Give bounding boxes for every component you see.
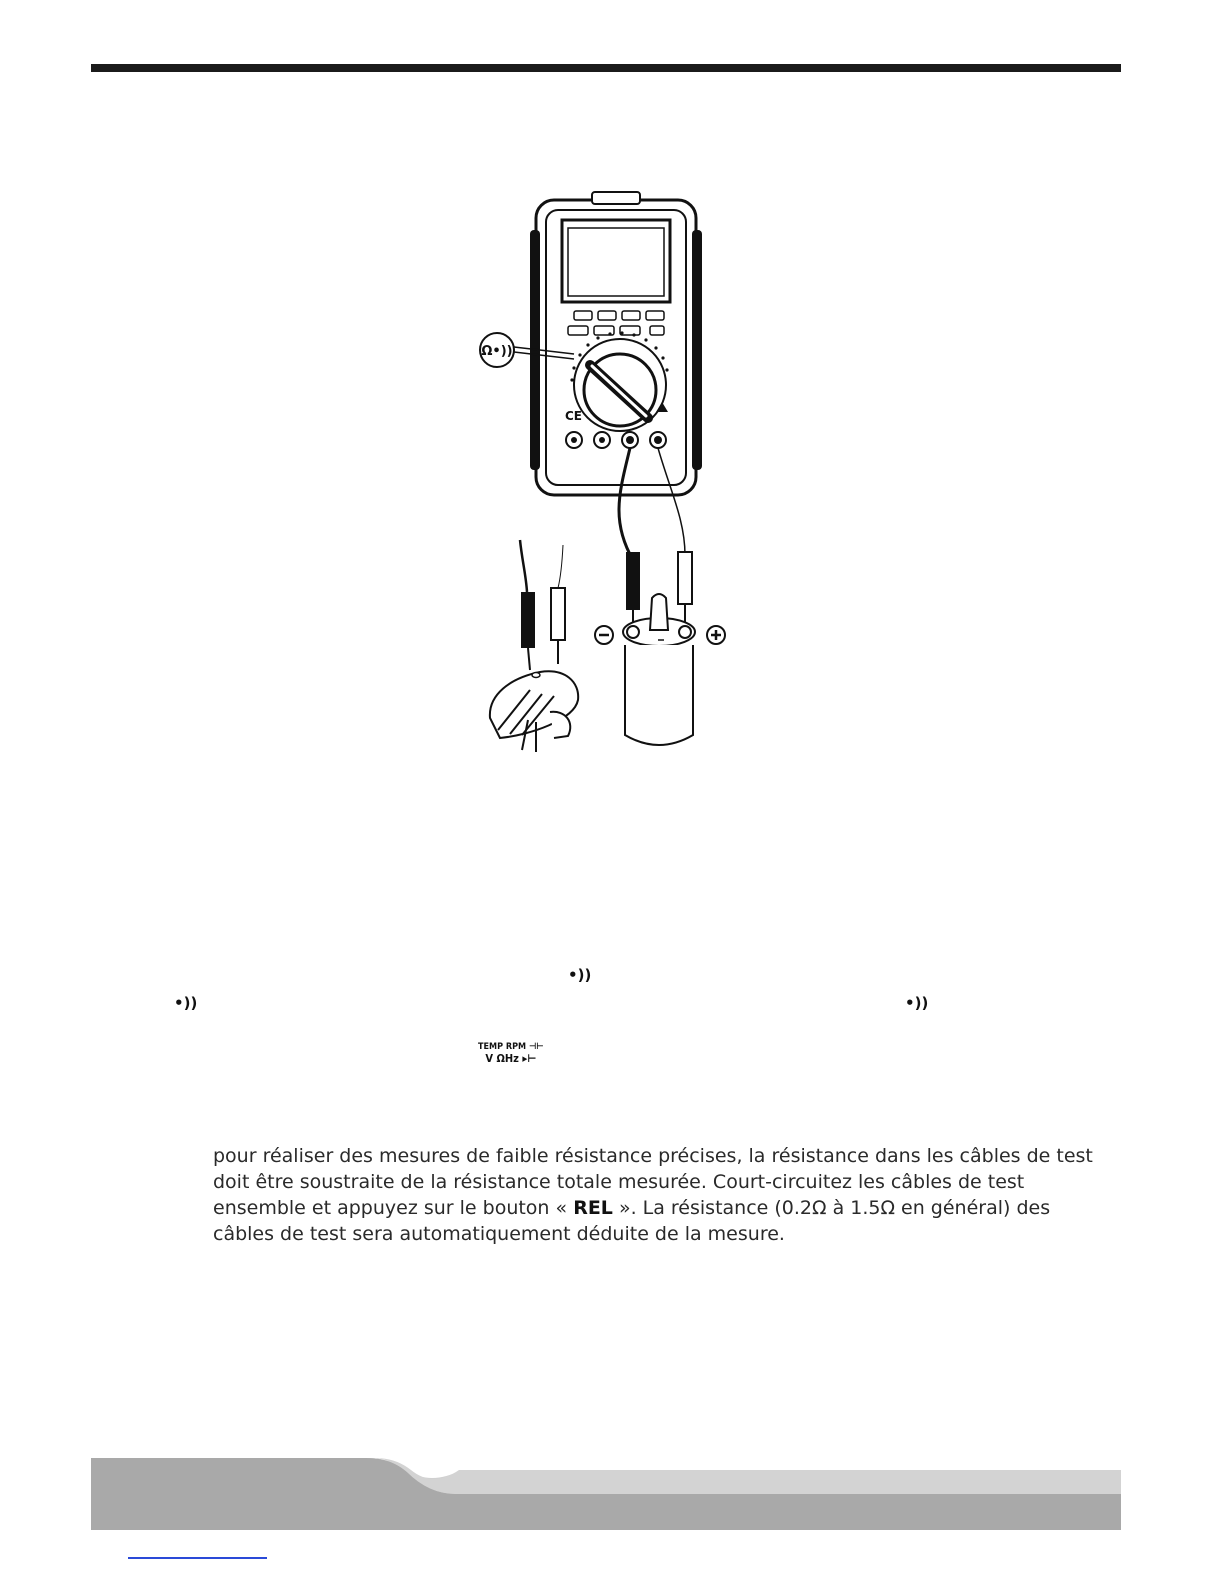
- continuity-icon: •)): [568, 966, 592, 984]
- footer-band: [91, 1458, 1121, 1530]
- rel-note-paragraph: [213, 1143, 1093, 1247]
- multimeter-illustration: [470, 190, 760, 760]
- callout-symbol: Ω•)): [481, 344, 513, 359]
- top-rule: [91, 64, 1121, 72]
- note-text-part1: pour réaliser des mesures de faible résistance précises, la résistance dans les câbles de test doit être soustraite de la résistance totale mesurée. Court-circuitez les câbles de test ensemble et appuyez sur le bouton «: [213, 1145, 1093, 1219]
- multimeter-figure: [470, 190, 760, 760]
- continuity-icon: •)): [905, 994, 929, 1012]
- dial-symbol-row1: TEMP RPM ⊣⊢: [478, 1042, 544, 1052]
- dial-symbol-row2: V ΩHz ▸⊢: [485, 1052, 537, 1065]
- note-text-part2: ». La résistance (0.2Ω à 1.5Ω en général) des câbles de test sera automatiquement déduite de la mesure.: [213, 1197, 1051, 1245]
- rel-button-label: REL: [573, 1197, 613, 1219]
- dial-position-symbol: [478, 1042, 544, 1064]
- footer-link-underline[interactable]: [128, 1557, 267, 1559]
- svg-text:CE: CE: [565, 409, 583, 423]
- continuity-icon: •)): [174, 994, 198, 1012]
